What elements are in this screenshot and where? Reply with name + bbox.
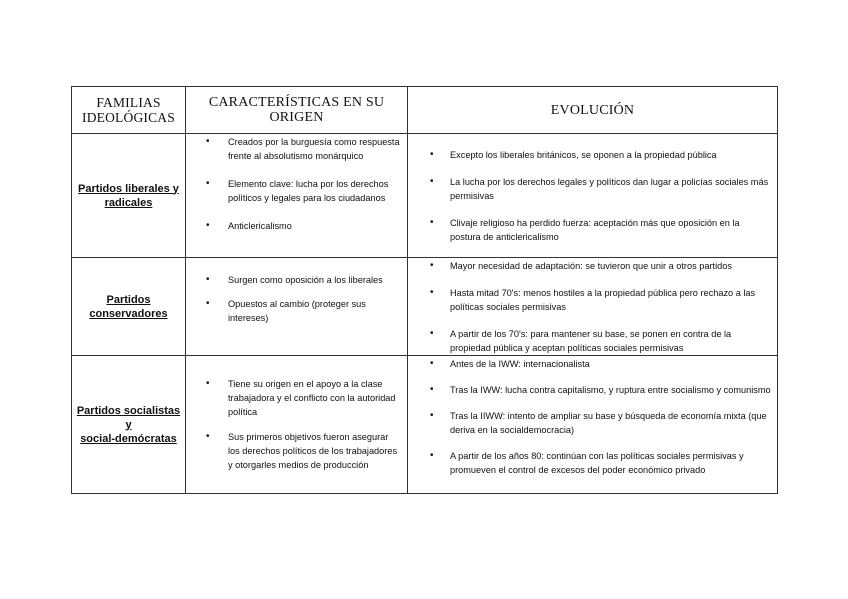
- list-item: • La lucha por los derechos legales y políticos dan lugar a policías sociales más permisivas: [408, 175, 777, 203]
- evolution-list: [408, 357, 777, 477]
- list-item: • Elemento clave: lucha por los derechos políticos y legales para los ciudadanos: [186, 177, 407, 205]
- evolution-cell-socialists: [408, 356, 778, 494]
- family-label: radicales: [104, 196, 153, 209]
- list-item: • Excepto los liberales británicos, se oponen a la propiedad pública: [408, 148, 777, 162]
- family-label: Partidos socialistas: [76, 404, 181, 417]
- list-item: • Tras la IWW: lucha contra capitalismo, y ruptura entre socialismo y comunismo: [408, 383, 777, 397]
- header-evolution: EVOLUCIÓN: [408, 87, 778, 134]
- header-characteristics: [186, 87, 408, 134]
- list-item: • A partir de los años 80: continúan con las políticas sociales permisivas y promueven el control de excesos del poder económico privado: [408, 449, 777, 477]
- origin-list: [186, 377, 407, 472]
- family-label: Partidos: [106, 293, 151, 306]
- evolution-list: [408, 259, 777, 355]
- list-item: • Tiene su origen en el apoyo a la clase trabajadora y el conflicto con la autoridad política: [186, 377, 407, 419]
- origin-cell-socialists: [186, 356, 408, 494]
- evolution-cell-liberals: [408, 134, 778, 258]
- list-item: • Opuestos al cambio (proteger sus intereses): [186, 297, 407, 325]
- header-row: [72, 87, 778, 134]
- family-cell-socialists: [72, 356, 186, 494]
- family-label: y: [125, 418, 132, 431]
- list-item: • Antes de la IWW: internacionalista: [408, 357, 777, 371]
- family-cell-conservatives: [72, 258, 186, 356]
- family-label: social-demócratas: [80, 432, 177, 445]
- header-families: [72, 87, 186, 134]
- family-label: conservadores: [89, 307, 168, 320]
- list-item: • Creados por la burguesía como respuesta frente al absolutismo monárquico: [186, 135, 407, 163]
- family-cell-liberals: [72, 134, 186, 258]
- table-row-socialists: [72, 356, 778, 494]
- origin-cell-conservatives: [186, 258, 408, 356]
- table-row-conservatives: [72, 258, 778, 356]
- list-item: • Hasta mitad 70's: menos hostiles a la propiedad pública pero rechazo a las políticas sociales permisivas: [408, 286, 777, 314]
- evolution-cell-conservatives: [408, 258, 778, 356]
- list-item: • Mayor necesidad de adaptación: se tuvieron que unir a otros partidos: [408, 259, 777, 273]
- list-item: • Anticlericalismo: [186, 219, 407, 233]
- header-families-line1: FAMILIAS: [96, 95, 161, 110]
- evolution-list: [408, 148, 777, 244]
- list-item: • Surgen como oposición a los liberales: [186, 273, 407, 287]
- table-row-liberals: [72, 134, 778, 258]
- origin-list: [186, 273, 407, 325]
- list-item: • Tras la IIWW: intento de ampliar su base y búsqueda de economía mixta (que deriva en la socialdemocracia): [408, 409, 777, 437]
- list-item: • Clivaje religioso ha perdido fuerza: aceptación más que oposición en la postura de anticlericalismo: [408, 216, 777, 244]
- header-characteristics-line1: CARACTERÍSTICAS EN SU: [208, 95, 385, 110]
- ideological-families-table: [71, 86, 778, 494]
- list-item: • A partir de los 70's: para mantener su base, se ponen en contra de la propiedad pública y aceptan políticas sociales permisivas: [408, 327, 777, 355]
- header-characteristics-line2: ORIGEN: [269, 110, 324, 125]
- origin-cell-liberals: [186, 134, 408, 258]
- origin-list: [186, 135, 407, 233]
- family-label: Partidos liberales y: [78, 182, 179, 195]
- header-families-line2: IDEOLÓGICAS: [82, 110, 175, 125]
- list-item: • Sus primeros objetivos fueron asegurar los derechos políticos de los trabajadores y otorgarles medios de producción: [186, 430, 407, 472]
